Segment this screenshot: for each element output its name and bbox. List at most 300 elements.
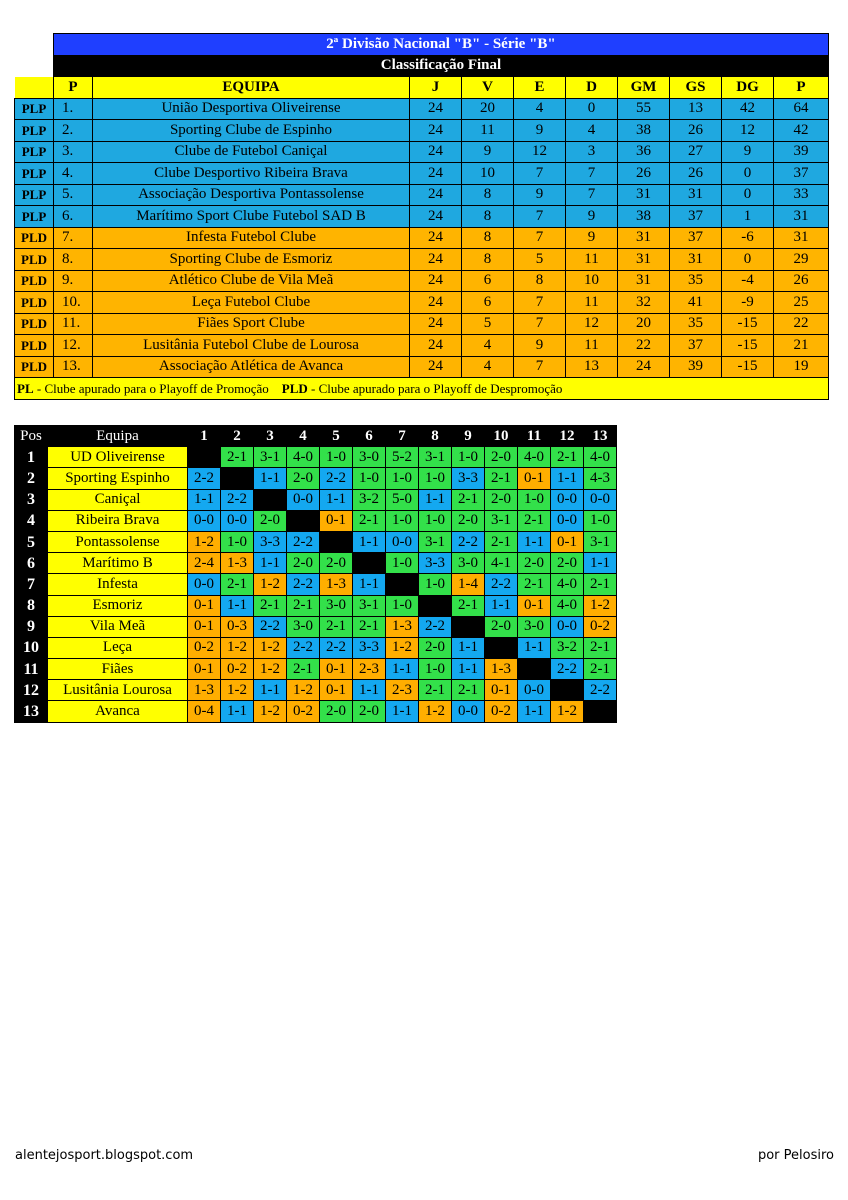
match-result: 0-1 [320,659,353,680]
match-result: 2-1 [353,510,386,531]
match-result: 3-3 [452,468,485,489]
match-result: 0-1 [551,531,584,552]
matrix-row [15,701,617,722]
played: 24 [410,184,462,206]
match-result: 2-1 [353,616,386,637]
match-result: 0-0 [287,489,320,510]
match-result: 2-0 [485,489,518,510]
match-result: 1-4 [452,574,485,595]
matrix-team-name: Caniçal [48,489,188,510]
match-result: 1-0 [353,468,386,489]
match-result: 4-1 [485,553,518,574]
goals-against: 37 [670,206,722,228]
match-result: 3-0 [452,553,485,574]
match-result: 2-1 [287,595,320,616]
match-result: 1-3 [320,574,353,595]
matrix-team-name: Esmoriz [48,595,188,616]
match-result: 1-2 [584,595,617,616]
match-result: 2-2 [254,616,287,637]
goal-difference: 12 [722,120,774,142]
match-result: 3-1 [584,531,617,552]
match-result: 2-0 [518,553,551,574]
match-result: 4-0 [551,595,584,616]
match-result: 2-1 [584,574,617,595]
matrix-team-name: Leça [48,637,188,658]
losses: 13 [566,356,618,378]
matrix-header-pos: Pos [15,426,48,447]
wins: 4 [462,335,514,357]
match-result: 1-1 [518,637,551,658]
match-result: 4-3 [584,468,617,489]
match-result: 1-1 [320,489,353,510]
match-result: 1-1 [551,468,584,489]
goals-for: 32 [618,292,670,314]
match-result: 3-1 [485,510,518,531]
match-result: 1-1 [353,680,386,701]
match-result: 3-1 [419,531,452,552]
points: 22 [774,313,829,335]
draws: 9 [514,120,566,142]
standings-row [15,163,829,185]
losses: 12 [566,313,618,335]
position: 3. [54,141,93,163]
draws: 7 [514,356,566,378]
match-result: 1-1 [221,701,254,722]
goals-against: 35 [670,313,722,335]
match-result: 2-1 [419,680,452,701]
points: 29 [774,249,829,271]
match-result: 1-2 [188,531,221,552]
match-result: 1-1 [221,595,254,616]
header-points: P [774,77,829,99]
match-result: 0-0 [551,510,584,531]
draws: 12 [514,141,566,163]
draws: 4 [514,98,566,120]
match-result: 3-3 [419,553,452,574]
match-result: 0-0 [221,510,254,531]
matrix-column-header: 4 [287,426,320,447]
match-result: 1-0 [419,659,452,680]
match-result: 2-1 [518,574,551,595]
matrix-team-name: UD Oliveirense [48,447,188,468]
match-result: 1-0 [221,531,254,552]
matrix-self-cell [254,489,287,510]
standings-table [14,33,829,400]
standings-title: 2ª Divisão Nacional "B" - Série "B" [54,34,829,56]
goals-against: 37 [670,335,722,357]
points: 39 [774,141,829,163]
position: 6. [54,206,93,228]
wins: 8 [462,249,514,271]
draws: 8 [514,270,566,292]
matrix-team-name: Infesta [48,574,188,595]
wins: 8 [462,184,514,206]
match-result: 1-2 [551,701,584,722]
match-result: 1-1 [353,531,386,552]
legend-pld-code: PLD [281,380,308,396]
matrix-header-team: Equipa [48,426,188,447]
team-name: Infesta Futebol Clube [93,227,410,249]
goals-for: 26 [618,163,670,185]
goal-difference: -15 [722,335,774,357]
losses: 11 [566,292,618,314]
match-result: 0-0 [584,489,617,510]
header-goals-for: GM [618,77,670,99]
match-result: 1-1 [518,531,551,552]
played: 24 [410,249,462,271]
losses: 3 [566,141,618,163]
match-result: 0-0 [551,489,584,510]
header-wins: V [462,77,514,99]
match-result: 0-1 [320,510,353,531]
losses: 7 [566,184,618,206]
matrix-team-name: Avanca [48,701,188,722]
match-result: 4-0 [287,447,320,468]
match-result: 2-0 [419,637,452,658]
match-result: 2-1 [452,680,485,701]
matrix-position: 3 [15,489,48,510]
wins: 6 [462,292,514,314]
matrix-position: 6 [15,553,48,574]
team-name: Sporting Clube de Espinho [93,120,410,142]
draws: 7 [514,227,566,249]
position: 4. [54,163,93,185]
position: 13. [54,356,93,378]
match-result: 2-0 [452,510,485,531]
match-result: 2-2 [320,468,353,489]
match-result: 2-1 [320,616,353,637]
goal-difference: 9 [722,141,774,163]
goals-for: 31 [618,227,670,249]
goal-difference: 42 [722,98,774,120]
match-result: 0-1 [188,616,221,637]
match-result: 2-2 [452,531,485,552]
standings-row [15,184,829,206]
matrix-row [15,489,617,510]
position: 1. [54,98,93,120]
qualification-code: PLD [15,356,54,378]
position: 8. [54,249,93,271]
match-result: 2-1 [254,595,287,616]
match-result: 1-1 [452,637,485,658]
match-result: 2-1 [551,447,584,468]
points: 21 [774,335,829,357]
team-name: Fiães Sport Clube [93,313,410,335]
draws: 7 [514,313,566,335]
match-result: 0-1 [485,680,518,701]
team-name: Clube de Futebol Caniçal [93,141,410,163]
matrix-column-header: 9 [452,426,485,447]
wins: 6 [462,270,514,292]
matrix-position: 12 [15,680,48,701]
match-result: 1-0 [386,595,419,616]
goals-against: 37 [670,227,722,249]
match-result: 1-2 [254,574,287,595]
goals-against: 27 [670,141,722,163]
match-result: 1-1 [419,489,452,510]
matrix-self-cell [221,468,254,489]
blank-cell [15,55,54,77]
match-result: 0-0 [452,701,485,722]
match-result: 2-2 [584,680,617,701]
match-result: 0-0 [551,616,584,637]
match-result: 2-1 [485,468,518,489]
standings-row [15,356,829,378]
match-result: 1-1 [584,553,617,574]
match-result: 0-3 [221,616,254,637]
match-result: 2-4 [188,553,221,574]
matrix-self-cell [551,680,584,701]
goal-difference: -6 [722,227,774,249]
goal-difference: -4 [722,270,774,292]
match-result: 2-2 [287,574,320,595]
matrix-row [15,659,617,680]
played: 24 [410,270,462,292]
position: 9. [54,270,93,292]
matrix-self-cell [386,574,419,595]
header-losses: D [566,77,618,99]
match-result: 1-1 [254,468,287,489]
position: 7. [54,227,93,249]
matrix-row [15,447,617,468]
match-result: 1-3 [188,680,221,701]
match-result: 2-1 [518,510,551,531]
match-result: 2-1 [485,531,518,552]
match-result: 1-0 [386,510,419,531]
match-result: 0-4 [188,701,221,722]
losses: 4 [566,120,618,142]
match-result: 2-2 [485,574,518,595]
matrix-team-name: Lusitânia Lourosa [48,680,188,701]
goals-for: 31 [618,270,670,292]
qualification-code: PLD [15,292,54,314]
matrix-row [15,680,617,701]
match-result: 2-1 [452,595,485,616]
match-result: 1-1 [518,701,551,722]
team-name: Clube Desportivo Ribeira Brava [93,163,410,185]
wins: 4 [462,356,514,378]
match-result: 1-3 [221,553,254,574]
match-result: 2-3 [353,659,386,680]
goals-for: 22 [618,335,670,357]
matrix-team-name: Ribeira Brava [48,510,188,531]
standings-row [15,292,829,314]
qualification-code: PLD [15,227,54,249]
matrix-self-cell [188,447,221,468]
matrix-column-header: 2 [221,426,254,447]
match-result: 2-1 [452,489,485,510]
match-result: 4-0 [584,447,617,468]
matrix-self-cell [419,595,452,616]
losses: 10 [566,270,618,292]
wins: 8 [462,227,514,249]
match-result: 1-0 [518,489,551,510]
match-result: 2-1 [221,574,254,595]
match-result: 1-1 [485,595,518,616]
match-result: 4-0 [518,447,551,468]
team-name: Atlético Clube de Vila Meã [93,270,410,292]
matrix-self-cell [485,637,518,658]
match-result: 1-1 [386,659,419,680]
position: 5. [54,184,93,206]
losses: 0 [566,98,618,120]
match-result: 1-2 [254,637,287,658]
match-result: 1-2 [221,680,254,701]
match-result: 1-2 [287,680,320,701]
match-result: 0-2 [188,637,221,658]
matrix-team-name: Vila Meã [48,616,188,637]
match-result: 1-2 [254,701,287,722]
points: 25 [774,292,829,314]
match-result: 0-0 [188,574,221,595]
goal-difference: -15 [722,313,774,335]
draws: 9 [514,335,566,357]
match-result: 1-1 [254,553,287,574]
standings-row [15,335,829,357]
match-result: 2-1 [221,447,254,468]
match-result: 5-0 [386,489,419,510]
qualification-code: PLP [15,98,54,120]
points: 31 [774,206,829,228]
match-result: 1-2 [419,701,452,722]
match-result: 2-1 [584,637,617,658]
qualification-code: PLP [15,163,54,185]
legend-pl-code: PL [17,380,34,396]
matrix-position: 2 [15,468,48,489]
matrix-column-header: 8 [419,426,452,447]
team-name: Marítimo Sport Clube Futebol SAD B [93,206,410,228]
matrix-position: 8 [15,595,48,616]
matrix-row [15,468,617,489]
footer-site-url: alentejosport.blogspot.com [15,1148,194,1163]
goals-for: 55 [618,98,670,120]
played: 24 [410,120,462,142]
match-result: 0-2 [287,701,320,722]
played: 24 [410,98,462,120]
match-result: 3-0 [518,616,551,637]
losses: 11 [566,335,618,357]
wins: 11 [462,120,514,142]
points: 31 [774,227,829,249]
matrix-position: 7 [15,574,48,595]
goals-for: 31 [618,249,670,271]
goals-against: 31 [670,184,722,206]
goals-for: 36 [618,141,670,163]
matrix-row [15,553,617,574]
goals-for: 24 [618,356,670,378]
points: 64 [774,98,829,120]
goals-against: 41 [670,292,722,314]
match-result: 2-0 [485,616,518,637]
matrix-column-header: 5 [320,426,353,447]
losses: 7 [566,163,618,185]
matrix-position: 4 [15,510,48,531]
wins: 5 [462,313,514,335]
qualification-code: PLP [15,206,54,228]
header-team: EQUIPA [93,77,410,99]
match-result: 2-0 [551,553,584,574]
matrix-position: 9 [15,616,48,637]
standings-row [15,98,829,120]
matrix-column-header: 13 [584,426,617,447]
matrix-position: 11 [15,659,48,680]
match-result: 2-1 [584,659,617,680]
match-result: 3-1 [353,595,386,616]
goal-difference: 1 [722,206,774,228]
match-result: 3-2 [353,489,386,510]
matrix-row [15,637,617,658]
header-position: P [54,77,93,99]
goals-against: 31 [670,249,722,271]
match-result: 0-2 [584,616,617,637]
match-result: 1-2 [254,659,287,680]
team-name: Associação Desportiva Pontassolense [93,184,410,206]
results-matrix [14,425,617,723]
match-result: 1-2 [386,637,419,658]
match-result: 3-2 [551,637,584,658]
match-result: 2-1 [287,659,320,680]
standings-row [15,270,829,292]
position: 2. [54,120,93,142]
blank-cell [15,77,54,99]
draws: 7 [514,292,566,314]
goal-difference: 0 [722,184,774,206]
played: 24 [410,227,462,249]
matrix-self-cell [518,659,551,680]
match-result: 1-0 [419,510,452,531]
matrix-column-header: 3 [254,426,287,447]
match-result: 0-2 [485,701,518,722]
match-result: 5-2 [386,447,419,468]
wins: 20 [462,98,514,120]
team-name: Lusitânia Futebol Clube de Lourosa [93,335,410,357]
match-result: 1-1 [452,659,485,680]
matrix-team-name: Sporting Espinho [48,468,188,489]
match-result: 2-2 [221,489,254,510]
matrix-row [15,616,617,637]
losses: 9 [566,206,618,228]
standings-row [15,249,829,271]
matrix-column-header: 10 [485,426,518,447]
matrix-self-cell [320,531,353,552]
match-result: 2-3 [386,680,419,701]
matrix-self-cell [287,510,320,531]
goals-for: 38 [618,206,670,228]
legend-pld-text: - Clube apurado para o Playoff de Despromoção [307,380,563,396]
points: 26 [774,270,829,292]
match-result: 3-0 [287,616,320,637]
legend [15,378,829,400]
matrix-column-header: 6 [353,426,386,447]
played: 24 [410,141,462,163]
match-result: 1-1 [254,680,287,701]
match-result: 2-0 [353,701,386,722]
header-goal-difference: DG [722,77,774,99]
match-result: 3-0 [320,595,353,616]
losses: 9 [566,227,618,249]
match-result: 2-0 [320,701,353,722]
goal-difference: -9 [722,292,774,314]
matrix-position: 1 [15,447,48,468]
match-result: 4-0 [551,574,584,595]
match-result: 0-1 [518,468,551,489]
match-result: 1-2 [221,637,254,658]
match-result: 2-2 [287,637,320,658]
goals-for: 31 [618,184,670,206]
matrix-position: 5 [15,531,48,552]
standings-subtitle: Classificação Final [54,55,829,77]
match-result: 1-0 [386,468,419,489]
